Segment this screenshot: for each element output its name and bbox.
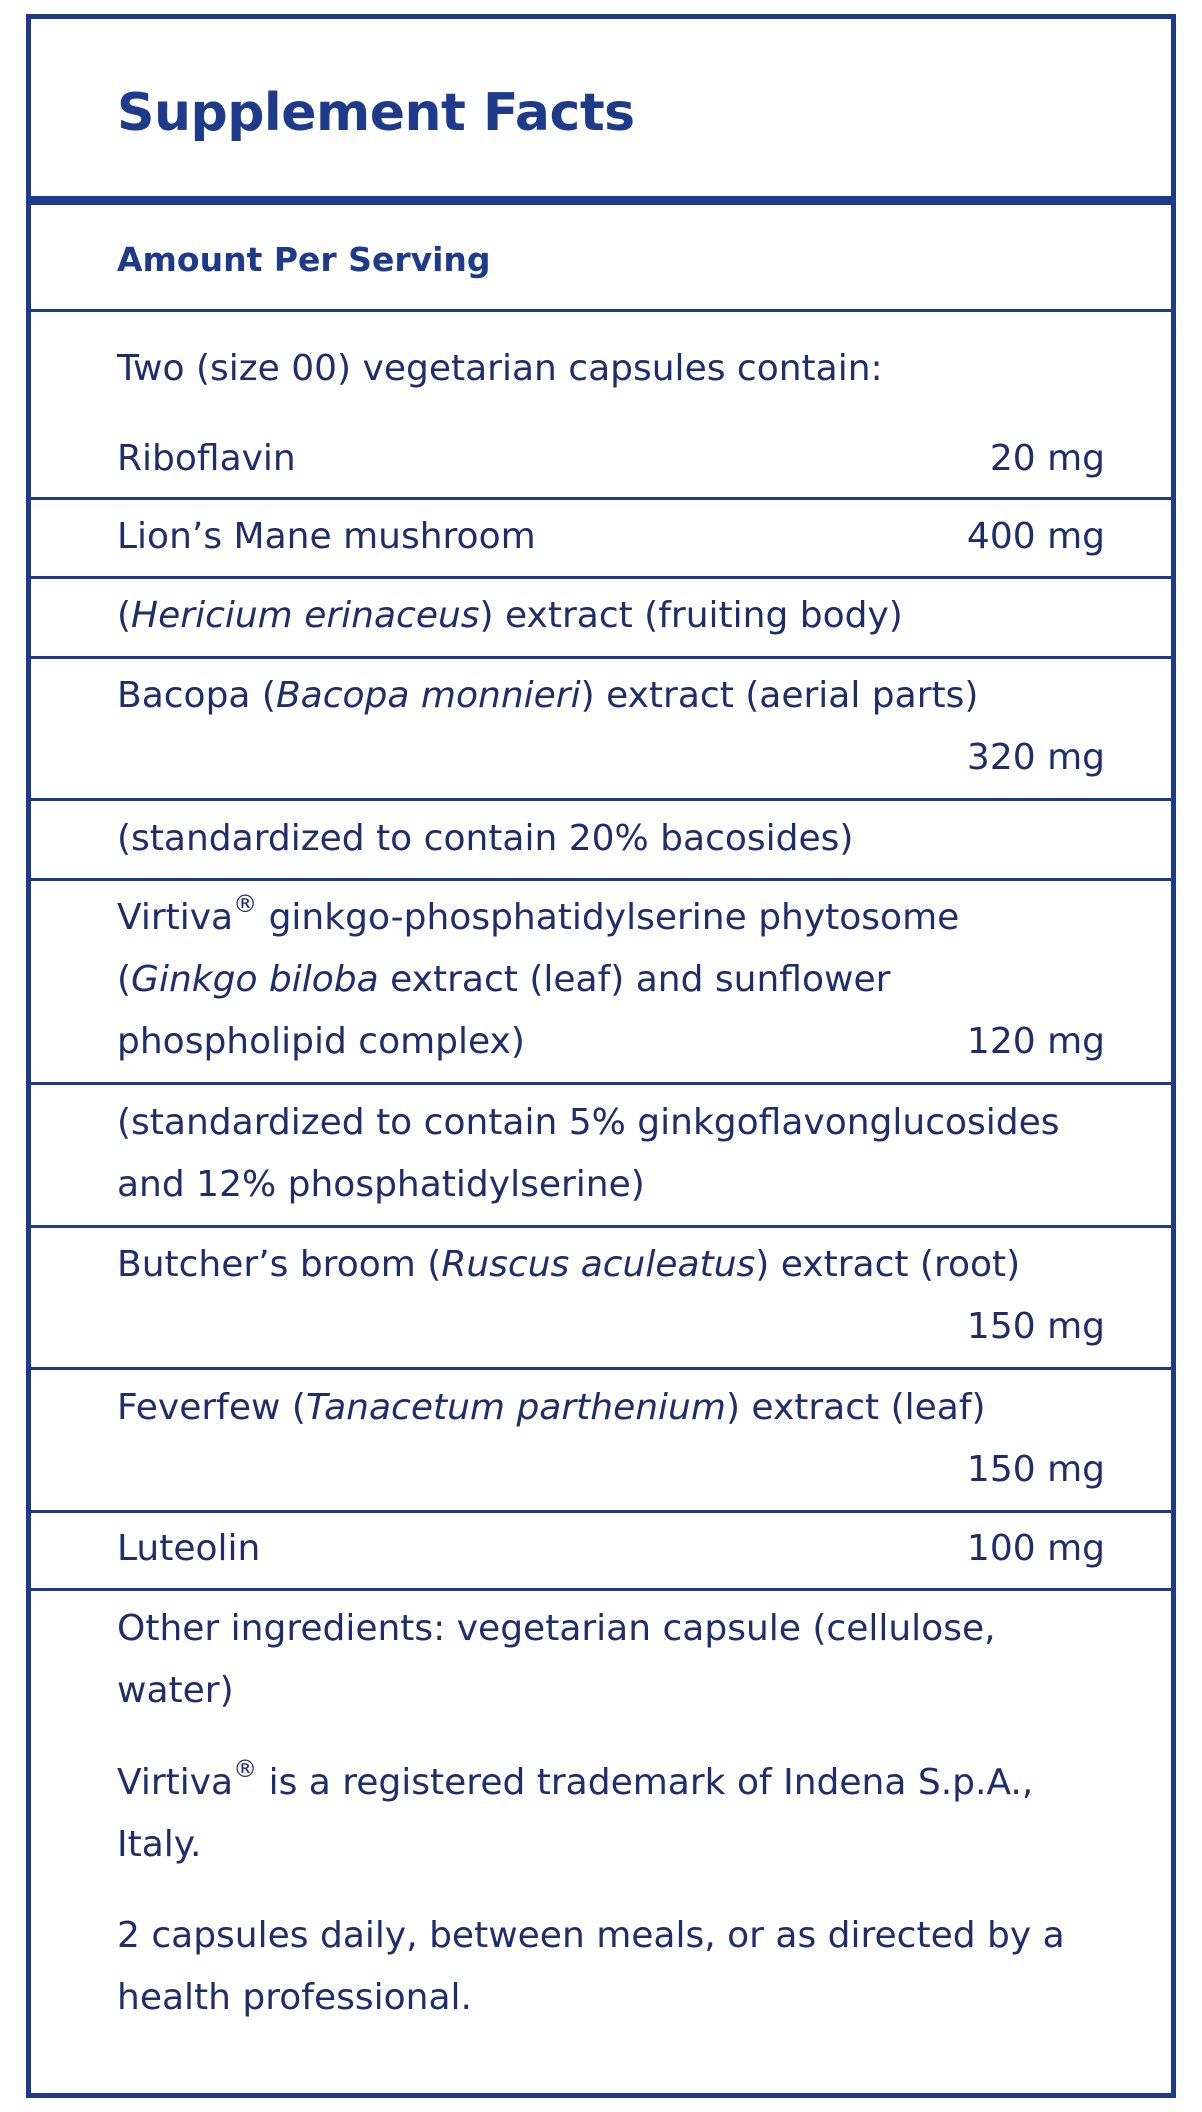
panel-title: Supplement Facts	[117, 83, 635, 143]
trademark-line1: Virtiva® is a registered trademark of Indena S.p.A.,	[117, 1755, 1034, 1803]
ingredient-amount-virtiva: 120 mg	[966, 1021, 1105, 1062]
divider	[31, 1588, 1171, 1591]
divider	[31, 798, 1171, 801]
divider	[31, 878, 1171, 881]
ingredient-amount-riboflavin: 20 mg	[989, 438, 1105, 479]
ingredient-note-bacopa: (standardized to contain 20% bacosides)	[117, 818, 854, 859]
ingredient-name-riboflavin: Riboflavin	[117, 438, 296, 479]
ingredient-amount-lions-mane: 400 mg	[966, 516, 1105, 557]
other-ingredients-line1: Other ingredients: vegetarian capsule (cellulose,	[117, 1608, 996, 1649]
ingredient-name-luteolin: Luteolin	[117, 1528, 261, 1569]
supplement-facts-panel	[26, 14, 1176, 2098]
directions-line2: health professional.	[117, 1977, 472, 2018]
divider	[31, 1367, 1171, 1370]
amount-per-serving-label: Amount Per Serving	[117, 240, 491, 279]
ingredient-note-virtiva-line2: and 12% phosphatidylserine)	[117, 1164, 645, 1205]
ingredient-name-feverfew: Feverfew (Tanacetum parthenium) extract (leaf)	[117, 1387, 986, 1428]
ingredient-amount-luteolin: 100 mg	[966, 1528, 1105, 1569]
ingredient-name-lions-mane: Lion’s Mane mushroom	[117, 516, 536, 557]
ingredient-name-butchers-broom: Butcher’s broom (Ruscus aculeatus) extract (root)	[117, 1244, 1021, 1285]
other-ingredients-line2: water)	[117, 1670, 234, 1711]
divider	[31, 497, 1171, 500]
divider	[31, 576, 1171, 579]
divider	[31, 309, 1171, 312]
ingredient-sub-lions-mane: (Hericium erinaceus) extract (fruiting body)	[117, 595, 903, 636]
trademark-line2: Italy.	[117, 1824, 202, 1865]
ingredient-amount-feverfew: 150 mg	[966, 1449, 1105, 1490]
ingredient-name-virtiva-line2: (Ginkgo biloba extract (leaf) and sunflower	[117, 959, 891, 1000]
ingredient-amount-bacopa: 320 mg	[966, 737, 1105, 778]
serving-intro: Two (size 00) vegetarian capsules contain:	[117, 348, 883, 389]
title-divider	[31, 196, 1171, 205]
ingredient-note-virtiva-line1: (standardized to contain 5% ginkgoflavonglucosides	[117, 1102, 1060, 1143]
divider	[31, 656, 1171, 659]
directions-line1: 2 capsules daily, between meals, or as directed by a	[117, 1915, 1065, 1956]
divider	[31, 1225, 1171, 1228]
divider	[31, 1510, 1171, 1513]
ingredient-name-virtiva-line1: Virtiva® ginkgo-phosphatidylserine phytosome	[117, 890, 960, 938]
divider	[31, 1082, 1171, 1085]
ingredient-amount-butchers-broom: 150 mg	[966, 1306, 1105, 1347]
ingredient-name-bacopa: Bacopa (Bacopa monnieri) extract (aerial parts)	[117, 675, 979, 716]
ingredient-name-virtiva-line3: phospholipid complex)	[117, 1021, 525, 1062]
